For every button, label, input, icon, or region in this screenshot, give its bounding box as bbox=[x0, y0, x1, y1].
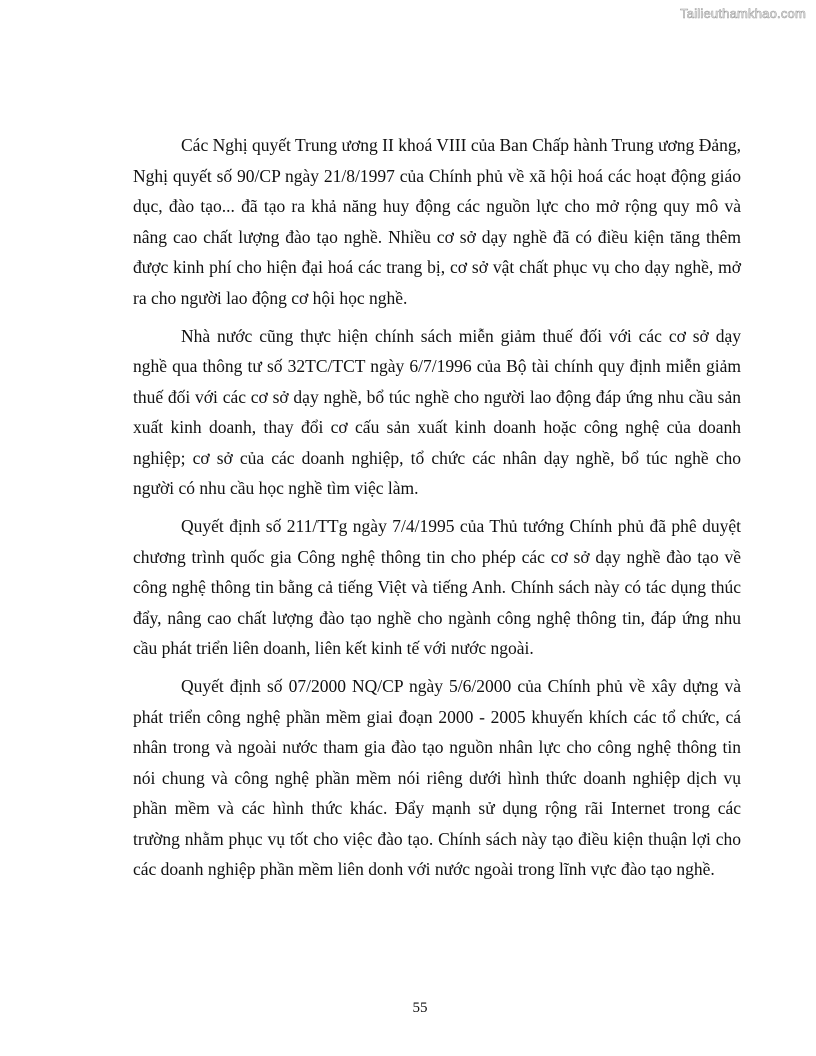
watermark: Tailieuthamkhao.com bbox=[680, 6, 806, 21]
page-number: 55 bbox=[412, 1000, 428, 1016]
paragraph: Các Nghị quyết Trung ương II khoá VIII của Ban Chấp hành Trung ương Đảng, Nghị quyết số 90/CP ngày 21/8/1997 của Chính phủ về xã hội hoá các hoạt động giáo dục, đào tạo... đã tạo ra khả năng huy động các nguồn lực cho mở rộng quy mô và nâng cao chất lượng đào tạo nghề. Nhiều cơ sở dạy nghề đã có điều kiện tăng thêm được kinh phí cho hiện đại hoá các trang bị, cơ sở vật chất phục vụ cho dạy nghề, mở ra cho người lao động cơ hội học nghề. bbox=[133, 135, 741, 308]
document-body bbox=[133, 130, 741, 885]
paragraph: Quyết định số 07/2000 NQ/CP ngày 5/6/2000 của Chính phủ về xây dựng và phát triển công nghệ phần mềm giai đoạn 2000 - 2005 khuyến khích các tổ chức, cá nhân trong và ngoài nước tham gia đào tạo nguồn nhân lực cho công nghệ thông tin nói chung và công nghệ phần mềm nói riêng dưới hình thức doanh nghiệp dịch vụ phần mềm và các hình thức khác. Đẩy mạnh sử dụng rộng rãi Internet trong các trường nhằm phục vụ tốt cho việc đào tạo. Chính sách này tạo điều kiện thuận lợi cho các doanh nghiệp phần mềm liên donh với nước ngoài trong lĩnh vực đào tạo nghề. bbox=[133, 676, 741, 879]
paragraph: Quyết định số 211/TTg ngày 7/4/1995 của Thủ tướng Chính phủ đã phê duyệt chương trình quốc gia Công nghệ thông tin cho phép các cơ sở dạy nghề đào tạo về công nghệ thông tin bằng cả tiếng Việt và tiếng Anh. Chính sách này có tác dụng thúc đẩy, nâng cao chất lượng đào tạo nghề cho ngành công nghệ thông tin, đáp ứng nhu cầu phát triển liên doanh, liên kết kinh tế với nước ngoài. bbox=[133, 516, 741, 658]
paragraph: Nhà nước cũng thực hiện chính sách miễn giảm thuế đối với các cơ sở dạy nghề qua thông tư số 32TC/TCT ngày 6/7/1996 của Bộ tài chính quy định miễn giảm thuế đối với các cơ sở dạy nghề, bổ túc nghề cho người lao động đáp ứng nhu cầu sản xuất kinh doanh, thay đổi cơ cấu sản xuất kinh doanh hoặc công nghệ của doanh nghiệp; cơ sở của các doanh nghiệp, tổ chức các nhân dạy nghề, bổ túc nghề cho người có nhu cầu học nghề tìm việc làm. bbox=[133, 325, 741, 498]
